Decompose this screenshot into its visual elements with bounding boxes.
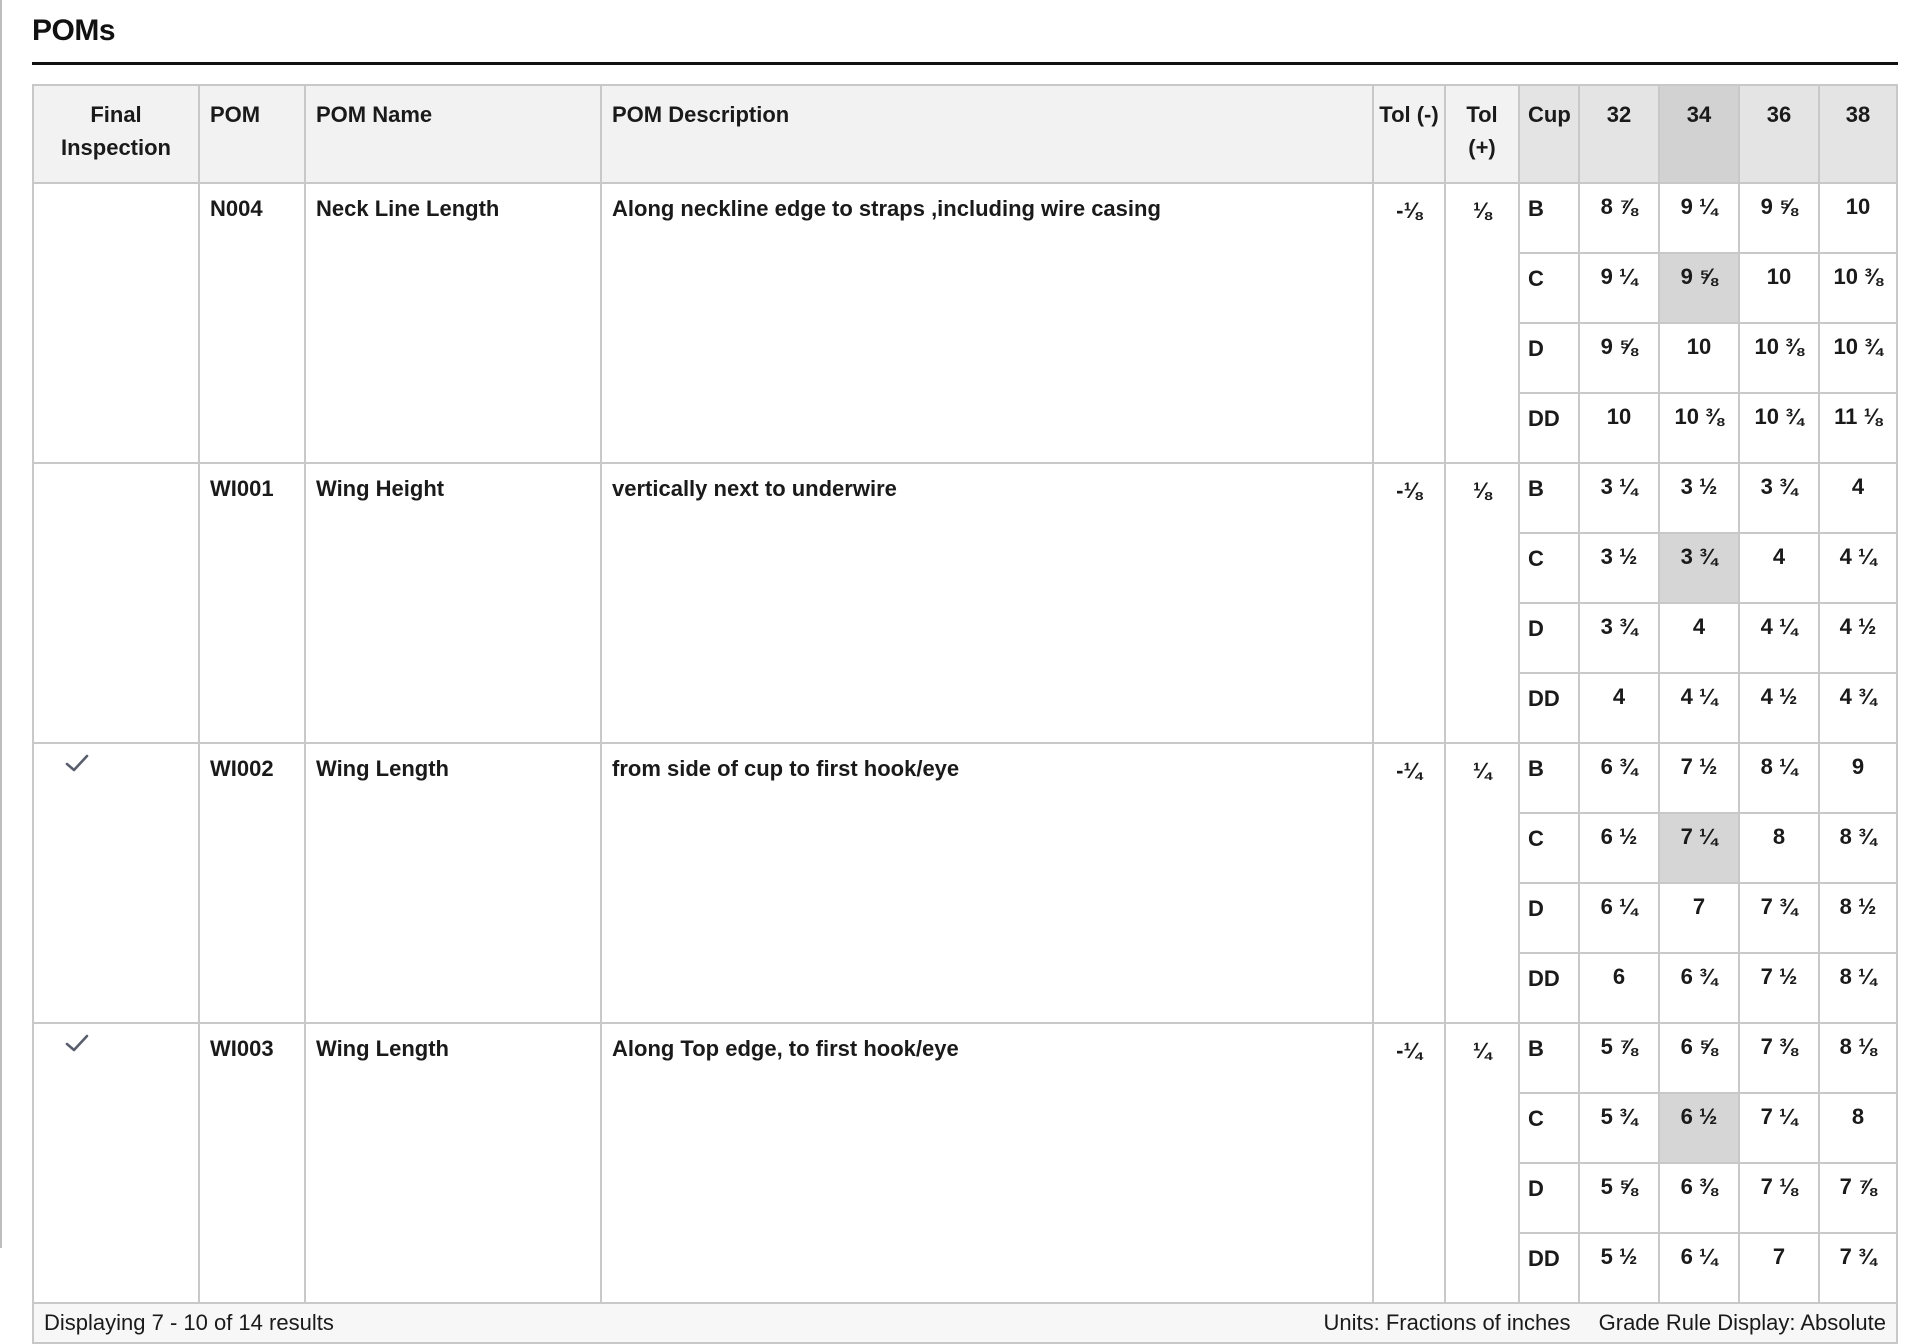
cup-label: D bbox=[1519, 603, 1579, 673]
size-value-38[interactable]: 4 ¾ bbox=[1819, 673, 1897, 743]
tol-minus: -⅛ bbox=[1373, 183, 1445, 463]
cup-label: B bbox=[1519, 743, 1579, 813]
header-size-34[interactable]: 34 bbox=[1659, 85, 1739, 183]
size-value-32[interactable]: 5 ⅞ bbox=[1579, 1023, 1659, 1093]
pom-description: vertically next to underwire bbox=[601, 463, 1373, 743]
size-value-32[interactable]: 3 ¾ bbox=[1579, 603, 1659, 673]
cup-label: D bbox=[1519, 323, 1579, 393]
size-value-38[interactable]: 8 ¾ bbox=[1819, 813, 1897, 883]
size-value-34[interactable]: 6 ⅜ bbox=[1659, 1163, 1739, 1233]
size-value-36[interactable]: 7 ⅜ bbox=[1739, 1023, 1819, 1093]
cup-label: C bbox=[1519, 533, 1579, 603]
size-value-32[interactable]: 3 ¼ bbox=[1579, 463, 1659, 533]
header-pom[interactable]: POM bbox=[199, 85, 305, 183]
pom-description: Along Top edge, to first hook/eye bbox=[601, 1023, 1373, 1303]
header-pom-description[interactable]: POM Description bbox=[601, 85, 1373, 183]
cup-label: DD bbox=[1519, 393, 1579, 463]
size-value-36[interactable]: 4 bbox=[1739, 533, 1819, 603]
size-value-38[interactable]: 10 ¾ bbox=[1819, 323, 1897, 393]
size-value-34[interactable]: 7 ½ bbox=[1659, 743, 1739, 813]
header-pom-name[interactable]: POM Name bbox=[305, 85, 601, 183]
table-row[interactable] bbox=[33, 743, 1897, 813]
size-value-36[interactable]: 8 bbox=[1739, 813, 1819, 883]
size-value-38[interactable]: 10 ⅜ bbox=[1819, 253, 1897, 323]
cup-label: D bbox=[1519, 883, 1579, 953]
size-value-32[interactable]: 5 ¾ bbox=[1579, 1093, 1659, 1163]
header-size-38[interactable]: 38 bbox=[1819, 85, 1897, 183]
pom-name: Neck Line Length bbox=[305, 183, 601, 463]
pom-description: from side of cup to first hook/eye bbox=[601, 743, 1373, 1023]
size-value-38[interactable]: 9 bbox=[1819, 743, 1897, 813]
size-value-34[interactable]: 7 ¼ bbox=[1659, 813, 1739, 883]
size-value-36[interactable]: 8 ¼ bbox=[1739, 743, 1819, 813]
size-value-36[interactable]: 7 bbox=[1739, 1233, 1819, 1303]
header-size-32[interactable]: 32 bbox=[1579, 85, 1659, 183]
tol-minus: -¼ bbox=[1373, 743, 1445, 1023]
header-row bbox=[33, 85, 1897, 183]
header-cup[interactable]: Cup bbox=[1519, 85, 1579, 183]
pom-code: WI003 bbox=[199, 1023, 305, 1303]
size-value-32[interactable]: 9 ⅝ bbox=[1579, 323, 1659, 393]
pom-code: N004 bbox=[199, 183, 305, 463]
size-value-32[interactable]: 3 ½ bbox=[1579, 533, 1659, 603]
size-value-36[interactable]: 10 ⅜ bbox=[1739, 323, 1819, 393]
size-value-38[interactable]: 4 ¼ bbox=[1819, 533, 1897, 603]
tol-minus: -¼ bbox=[1373, 1023, 1445, 1303]
size-value-38[interactable]: 11 ⅛ bbox=[1819, 393, 1897, 463]
final-inspection-cell[interactable] bbox=[33, 1023, 199, 1303]
checkmark-icon bbox=[64, 1032, 90, 1054]
cup-label: B bbox=[1519, 183, 1579, 253]
table-row[interactable] bbox=[33, 183, 1897, 253]
size-value-32[interactable]: 9 ¼ bbox=[1579, 253, 1659, 323]
poms-table-wrapper bbox=[32, 84, 1896, 1344]
size-value-34[interactable]: 6 ¼ bbox=[1659, 1233, 1739, 1303]
size-value-32[interactable]: 5 ⅝ bbox=[1579, 1163, 1659, 1233]
cup-label: DD bbox=[1519, 673, 1579, 743]
size-value-38[interactable]: 8 bbox=[1819, 1093, 1897, 1163]
size-value-34[interactable]: 6 ⅝ bbox=[1659, 1023, 1739, 1093]
size-value-36[interactable]: 7 ¼ bbox=[1739, 1093, 1819, 1163]
tol-plus: ⅛ bbox=[1445, 463, 1519, 743]
size-value-36[interactable]: 3 ¾ bbox=[1739, 463, 1819, 533]
pom-name: Wing Height bbox=[305, 463, 601, 743]
pom-description: Along neckline edge to straps ,including wire casing bbox=[601, 183, 1373, 463]
size-value-36[interactable]: 4 ½ bbox=[1739, 673, 1819, 743]
page-title: POMs bbox=[32, 14, 116, 47]
size-value-36[interactable]: 9 ⅝ bbox=[1739, 183, 1819, 253]
size-value-38[interactable]: 8 ⅛ bbox=[1819, 1023, 1897, 1093]
size-value-34[interactable]: 9 ⅝ bbox=[1659, 253, 1739, 323]
size-value-36[interactable]: 7 ⅛ bbox=[1739, 1163, 1819, 1233]
results-count: Displaying 7 - 10 of 14 results bbox=[44, 1310, 334, 1335]
final-inspection-cell[interactable] bbox=[33, 743, 199, 1023]
tol-plus: ¼ bbox=[1445, 743, 1519, 1023]
cup-label: D bbox=[1519, 1163, 1579, 1233]
size-value-34[interactable]: 10 bbox=[1659, 323, 1739, 393]
size-value-34[interactable]: 10 ⅜ bbox=[1659, 393, 1739, 463]
page-left-edge bbox=[0, 0, 2, 1248]
size-value-32[interactable]: 6 ¼ bbox=[1579, 883, 1659, 953]
size-value-36[interactable]: 10 ¾ bbox=[1739, 393, 1819, 463]
pom-code: WI001 bbox=[199, 463, 305, 743]
pom-name: Wing Length bbox=[305, 743, 601, 1023]
size-value-34[interactable]: 6 ¾ bbox=[1659, 953, 1739, 1023]
pom-code: WI002 bbox=[199, 743, 305, 1023]
grade-rule-label: Grade Rule Display: Absolute bbox=[1598, 1310, 1886, 1335]
size-value-32[interactable]: 4 bbox=[1579, 673, 1659, 743]
cup-label: DD bbox=[1519, 1233, 1579, 1303]
cup-label: C bbox=[1519, 1093, 1579, 1163]
poms-table-body bbox=[33, 183, 1897, 1303]
size-value-32[interactable]: 6 ½ bbox=[1579, 813, 1659, 883]
size-value-38[interactable]: 8 ½ bbox=[1819, 883, 1897, 953]
cup-label: B bbox=[1519, 463, 1579, 533]
size-value-34[interactable]: 7 bbox=[1659, 883, 1739, 953]
size-value-38[interactable]: 4 ½ bbox=[1819, 603, 1897, 673]
size-value-36[interactable]: 7 ½ bbox=[1739, 953, 1819, 1023]
tol-plus: ⅛ bbox=[1445, 183, 1519, 463]
table-row[interactable] bbox=[33, 463, 1897, 533]
size-value-34[interactable]: 3 ½ bbox=[1659, 463, 1739, 533]
size-value-34[interactable]: 9 ¼ bbox=[1659, 183, 1739, 253]
size-value-32[interactable]: 5 ½ bbox=[1579, 1233, 1659, 1303]
size-value-32[interactable]: 10 bbox=[1579, 393, 1659, 463]
poms-table bbox=[32, 84, 1898, 1344]
size-value-38[interactable]: 10 bbox=[1819, 183, 1897, 253]
size-value-32[interactable]: 6 ¾ bbox=[1579, 743, 1659, 813]
size-value-36[interactable]: 7 ¾ bbox=[1739, 883, 1819, 953]
size-value-36[interactable]: 4 ¼ bbox=[1739, 603, 1819, 673]
size-value-38[interactable]: 7 ¾ bbox=[1819, 1233, 1897, 1303]
final-inspection-cell[interactable] bbox=[33, 183, 199, 463]
table-row[interactable] bbox=[33, 1023, 1897, 1093]
footer-row bbox=[33, 1303, 1897, 1343]
tol-minus: -⅛ bbox=[1373, 463, 1445, 743]
size-value-34[interactable]: 6 ½ bbox=[1659, 1093, 1739, 1163]
cup-label: C bbox=[1519, 253, 1579, 323]
size-value-38[interactable]: 7 ⅞ bbox=[1819, 1163, 1897, 1233]
header-tol-plus[interactable]: Tol (+) bbox=[1445, 85, 1519, 183]
cup-label: DD bbox=[1519, 953, 1579, 1023]
tol-plus: ¼ bbox=[1445, 1023, 1519, 1303]
size-value-38[interactable]: 8 ¼ bbox=[1819, 953, 1897, 1023]
size-value-32[interactable]: 6 bbox=[1579, 953, 1659, 1023]
title-divider bbox=[32, 62, 1898, 65]
table-footer bbox=[33, 1303, 1897, 1343]
cup-label: B bbox=[1519, 1023, 1579, 1093]
header-tol-minus[interactable]: Tol (-) bbox=[1373, 85, 1445, 183]
size-value-36[interactable]: 10 bbox=[1739, 253, 1819, 323]
cup-label: C bbox=[1519, 813, 1579, 883]
header-final-inspection[interactable]: Final Inspection bbox=[33, 85, 199, 183]
checkmark-icon bbox=[64, 752, 90, 774]
size-value-34[interactable]: 4 ¼ bbox=[1659, 673, 1739, 743]
units-label: Units: Fractions of inches bbox=[1323, 1310, 1571, 1335]
final-inspection-cell[interactable] bbox=[33, 463, 199, 743]
header-size-36[interactable]: 36 bbox=[1739, 85, 1819, 183]
pom-name: Wing Length bbox=[305, 1023, 601, 1303]
size-value-38[interactable]: 4 bbox=[1819, 463, 1897, 533]
size-value-34[interactable]: 4 bbox=[1659, 603, 1739, 673]
size-value-34[interactable]: 3 ¾ bbox=[1659, 533, 1739, 603]
size-value-32[interactable]: 8 ⅞ bbox=[1579, 183, 1659, 253]
